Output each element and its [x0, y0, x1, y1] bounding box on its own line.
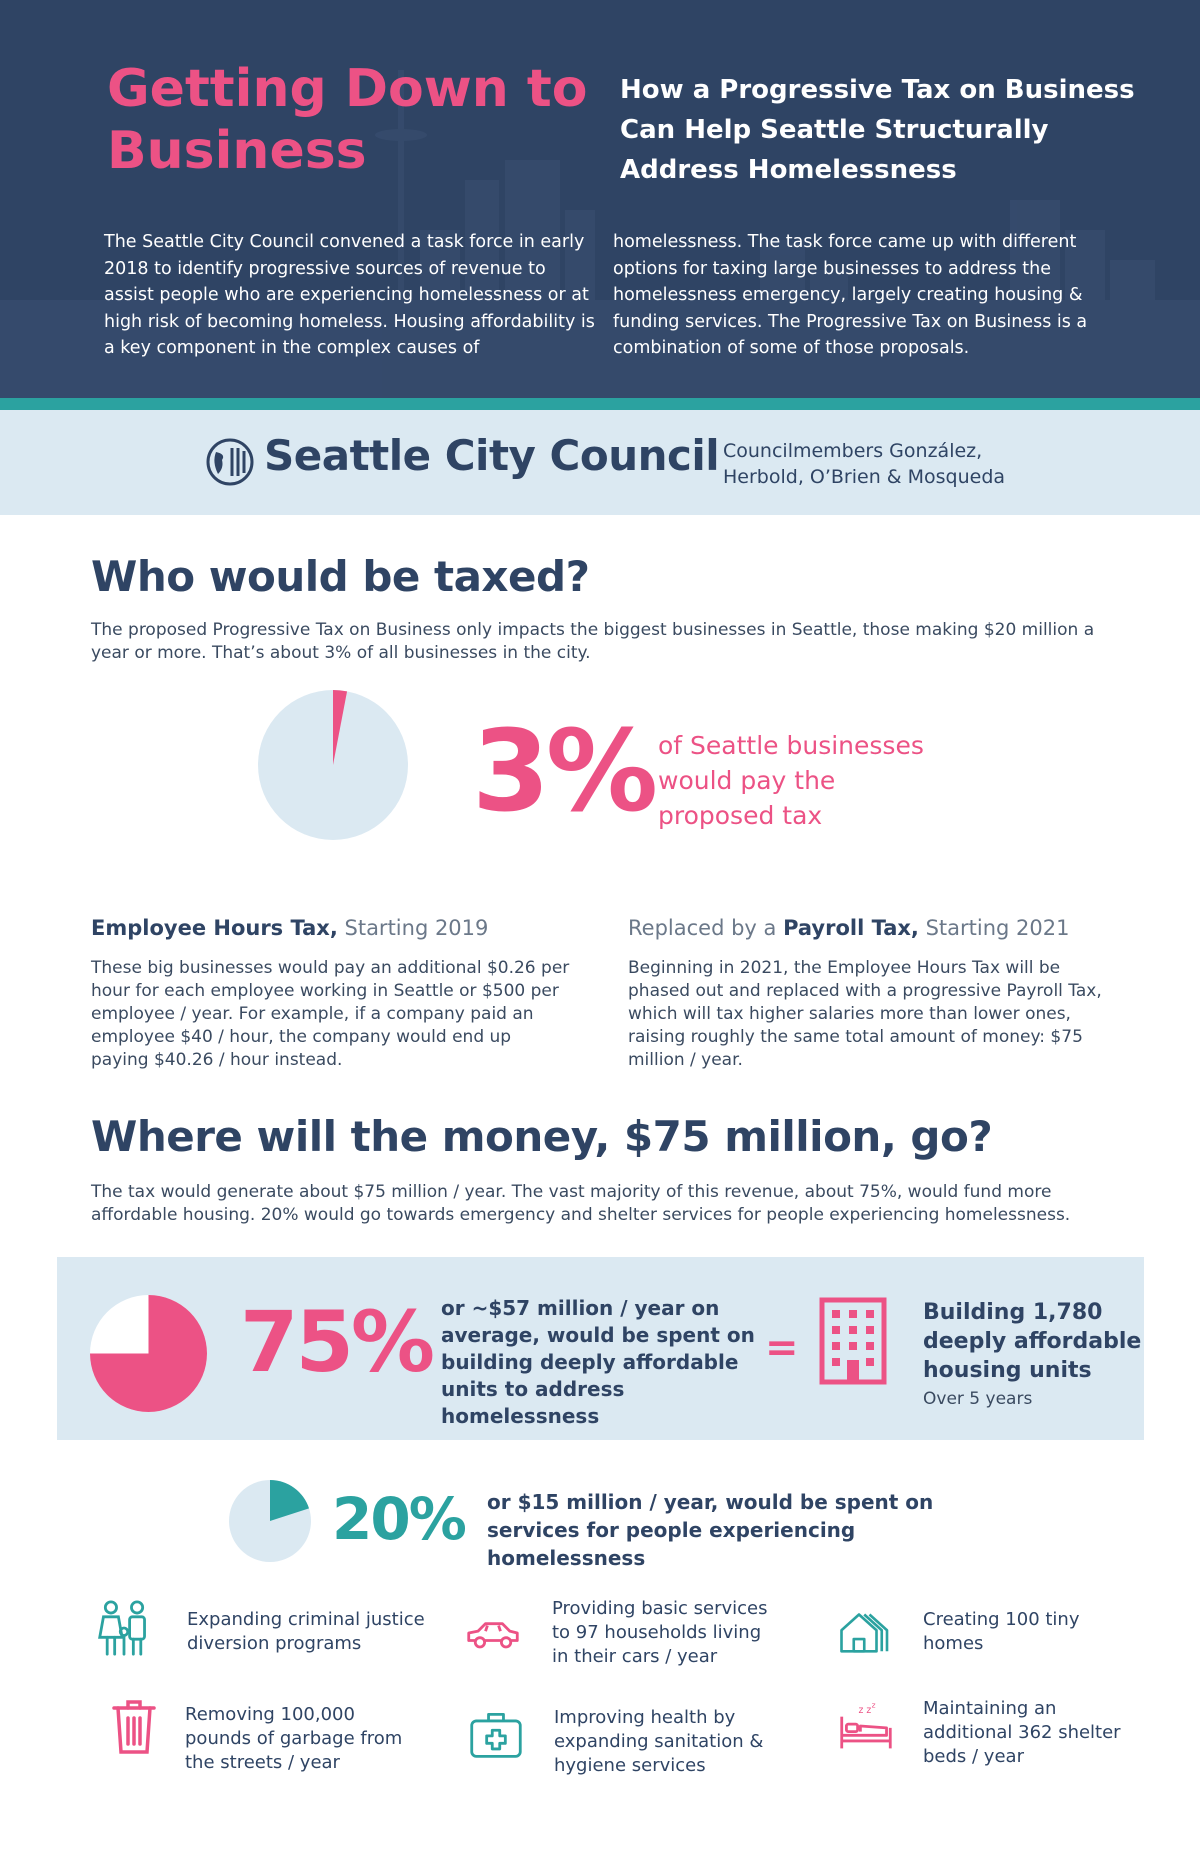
percent-75-text: or ~$57 million / year on average, would be spent on building deeply affordable units to address homelessness [441, 1296, 755, 1428]
main-title: Getting Down to Business [107, 59, 588, 181]
houses-icon [838, 1604, 894, 1660]
percent-75: 75% [240, 1293, 433, 1391]
payroll-tax-prefix: Replaced by a [628, 916, 777, 940]
service-item: Improving health by expanding sanitation & hygiene services [554, 1707, 764, 1776]
employee-hours-tax-body: These big businesses would pay an additional $0.26 per hour for each employee working in Seattle or $500 per employee / year. For example, if a company paid an employee $40 / hour, the company would end up paying $40.26 / hour instead. [91, 958, 570, 1070]
council-name: Seattle City Council [264, 431, 720, 480]
who-body: The proposed Progressive Tax on Business only impacts the biggest businesses in Seattle, those making $20 million a year or more. That’s about 3% of all businesses in the city. [91, 620, 1095, 663]
service-item: Maintaining an additional 362 shelter beds / year [923, 1698, 1121, 1767]
teal-divider [0, 398, 1200, 410]
svg-text:z: z [871, 1700, 876, 1710]
percent-3-text: of Seattle businesses would pay the proposed tax [658, 731, 924, 830]
payroll-tax-start: Starting 2021 [925, 916, 1070, 940]
percent-20: 20% [332, 1485, 465, 1553]
housing-units-timeframe: Over 5 years [923, 1389, 1033, 1409]
payroll-tax-body: Beginning in 2021, the Employee Hours Tax will be phased out and replaced with a progressive Payroll Tax, which will tax higher salaries more than lower ones, raising roughly the same total amount of money: $75 million / year. [628, 958, 1102, 1070]
pie-chart-3-percent [258, 690, 408, 840]
car-icon [465, 1605, 521, 1661]
service-item: Removing 100,000 pounds of garbage from the streets / year [185, 1704, 403, 1773]
money-body: The tax would generate about $75 million / year. The vast majority of this revenue, about 75%, would fund more affordable housing. 20% would go towards emergency and shelter services for people experiencing homelessness. [91, 1182, 1071, 1225]
svg-text:z z: z z [858, 1704, 872, 1716]
payroll-tax-heading [628, 916, 1070, 940]
medical-kit-icon [468, 1706, 524, 1762]
pie-chart-75-percent [90, 1295, 207, 1412]
equals-sign: = [765, 1325, 799, 1371]
service-item: Providing basic services to 97 households living in their cars / year [552, 1598, 768, 1667]
service-item: Creating 100 tiny homes [923, 1609, 1080, 1654]
money-heading: Where will the money, $75 million, go? [91, 1112, 993, 1161]
percent-20-text: or $15 million / year, would be spent on services for people experiencing homelessness [487, 1490, 934, 1570]
family-icon [96, 1600, 152, 1656]
employee-hours-tax-start: Starting 2019 [344, 916, 489, 940]
who-heading: Who would be taxed? [91, 552, 590, 601]
header-banner [0, 0, 1200, 398]
housing-units-result: Building 1,780 deeply affordable housing units [923, 1300, 1142, 1383]
payroll-tax-name: Payroll Tax, [783, 916, 919, 940]
bed-icon [838, 1698, 894, 1754]
intro-text-left: The Seattle City Council convened a task force in early 2018 to identify progressive sources of revenue to assist people who are experiencing homelessness or at high risk of becoming homeless. Housing affordability is a key component in the complex causes of [104, 232, 595, 358]
employee-hours-tax-heading [91, 916, 488, 940]
apartment-building-icon [818, 1296, 888, 1386]
service-item: Expanding criminal justice diversion programs [187, 1609, 425, 1654]
pie-chart-20-percent [229, 1480, 311, 1562]
intro-text-right: homelessness. The task force came up with different options for taxing large businesses to address the homelessness emergency, largely creating housing & funding services. The Progressive Tax on Business is a combination of some of those proposals. [613, 232, 1088, 358]
percent-3: 3% [472, 707, 655, 837]
councilmembers: Councilmembers González, Herbold, O’Brien & Mosqueda [723, 440, 1006, 488]
seattle-council-logo-icon [206, 438, 254, 486]
employee-hours-tax-name: Employee Hours Tax, [91, 916, 338, 940]
subtitle: How a Progressive Tax on Business Can Help Seattle Structurally Address Homelessness [620, 75, 1135, 185]
trash-icon [106, 1698, 162, 1754]
